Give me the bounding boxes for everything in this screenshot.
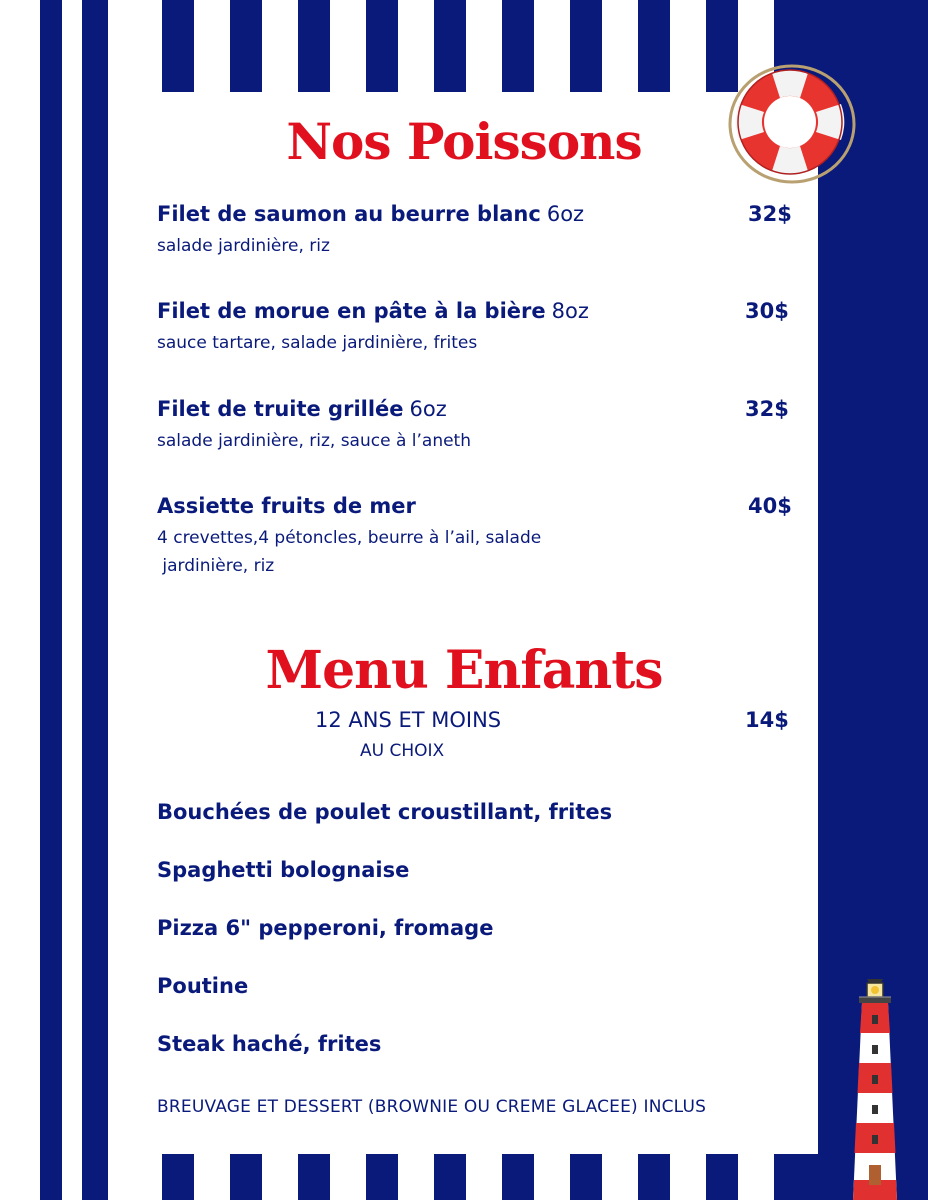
top-stripe-6 [502, 0, 534, 92]
price-saumon: 32$ [748, 202, 792, 226]
kids-item-5: Steak haché, frites [157, 1032, 382, 1056]
item-size: 6oz [409, 397, 447, 421]
bottom-stripe-7 [570, 1154, 602, 1200]
kids-item-1: Bouchées de poulet croustillant, frites [157, 800, 613, 824]
bottom-stripe-10 [774, 1154, 818, 1200]
menu-item-saumon [157, 202, 797, 260]
bottom-stripe-2 [230, 1154, 262, 1200]
bottom-stripe-9 [706, 1154, 738, 1200]
left-stripe-2 [82, 0, 108, 1200]
item-desc: salade jardinière, riz, sauce à l’aneth [157, 431, 471, 451]
item-desc: sauce tartare, salade jardinière, frites [157, 333, 478, 353]
bottom-stripe-8 [638, 1154, 670, 1200]
top-stripe-4 [366, 0, 398, 92]
top-stripe-8 [638, 0, 670, 92]
kids-item-2: Spaghetti bolognaise [157, 858, 410, 882]
price-morue: 30$ [745, 299, 789, 323]
price-fruits-de-mer: 40$ [748, 494, 792, 518]
item-desc: salade jardinière, riz [157, 236, 330, 256]
top-stripe-1 [162, 0, 194, 92]
bottom-stripe-6 [502, 1154, 534, 1200]
kids-item-3: Pizza 6" pepperoni, fromage [157, 916, 494, 940]
item-desc-line2: jardinière, riz [157, 556, 275, 576]
menu-item-morue [157, 299, 797, 357]
bottom-stripe-4 [366, 1154, 398, 1200]
menu-item-fruits-de-mer [157, 494, 797, 580]
item-size: 8oz [551, 299, 589, 323]
top-stripe-5 [434, 0, 466, 92]
top-stripe-7 [570, 0, 602, 92]
bottom-stripe-3 [298, 1154, 330, 1200]
lighthouse-icon [845, 975, 905, 1200]
bottom-stripe-1 [162, 1154, 194, 1200]
top-stripe-2 [230, 0, 262, 92]
price-truite: 32$ [745, 397, 789, 421]
bottom-stripe-5 [434, 1154, 466, 1200]
kids-choice: AU CHOIX [360, 741, 445, 761]
item-name: Filet de saumon au beurre blanc [157, 202, 541, 226]
fish-section-title: Nos Poissons [286, 112, 642, 171]
item-name: Assiette fruits de mer [157, 494, 416, 518]
item-name: Filet de truite grillée [157, 397, 404, 421]
kids-note: BREUVAGE ET DESSERT (BROWNIE OU CREME GLACEE) INCLUS [157, 1097, 707, 1117]
kids-section-title: Menu Enfants [265, 640, 663, 701]
kids-age: 12 ANS ET MOINS [315, 708, 502, 732]
top-stripe-3 [298, 0, 330, 92]
kids-item-4: Poutine [157, 974, 249, 998]
item-size: 6oz [546, 202, 585, 226]
item-desc: 4 crevettes,4 pétoncles, beurre à l’ail, salade [157, 528, 542, 548]
kids-price: 14$ [745, 708, 789, 732]
item-name: Filet de morue en pâte à la bière [157, 299, 546, 323]
menu-item-truite [157, 397, 797, 455]
left-stripe-1 [40, 0, 62, 1200]
